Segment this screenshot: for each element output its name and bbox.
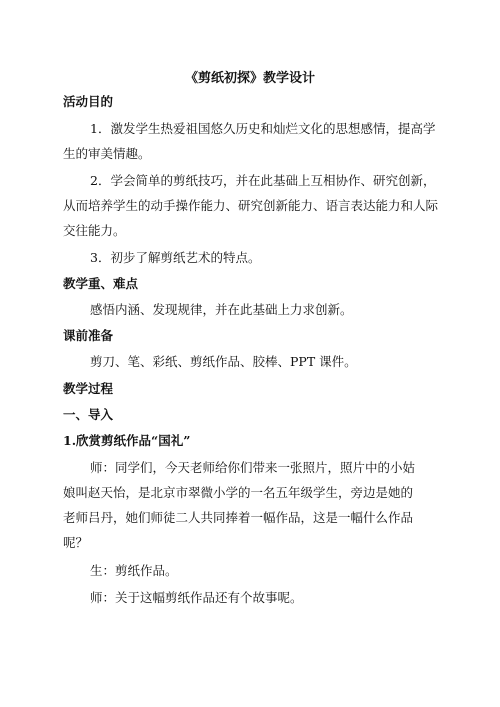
teacher-1-line-4: 呢？	[63, 535, 89, 550]
section-heading-process: 教学过程	[63, 381, 114, 396]
goal-2-line-3: 交往能力。	[63, 223, 126, 238]
section-heading-key-points: 教学重、难点	[63, 276, 139, 291]
section-heading-goal: 活动目的	[63, 94, 114, 109]
goal-1-line-2: 生的审美情趣。	[63, 146, 151, 161]
teacher-1-line-2: 娘叫赵天怡，是北京市翠微小学的一名五年级学生，旁边是她的	[63, 485, 414, 500]
preparation-text: 剪刀、笔、彩纸、剪纸作品、胶棒、PPT 课件。	[90, 354, 357, 369]
goal-2-line-2: 从而培养学生的动手操作能力、研究创新能力、语言表达能力和人际	[63, 198, 439, 213]
step-1-heading: 1.欣赏剪纸作品“国礼”	[63, 433, 191, 448]
goal-1-line-1: 1．激发学生热爱祖国悠久历史和灿烂文化的思想感情，提高学	[90, 121, 436, 136]
section-heading-preparation: 课前准备	[63, 328, 114, 343]
goal-2-line-1: 2．学会简单的剪纸技巧，并在此基础上互相协作、研究创新，	[90, 173, 436, 188]
document-title: 《剪纸初探》教学设计	[184, 71, 315, 86]
student-1: 生：剪纸作品。	[90, 563, 178, 578]
goal-3: 3．初步了解剪纸艺术的特点。	[90, 250, 261, 265]
teacher-2: 师：关于这幅剪纸作品还有个故事呢。	[90, 590, 303, 605]
key-points-text: 感悟内涵、发现规律，并在此基础上力求创新。	[90, 302, 353, 317]
part-1-heading: 一、导入	[63, 407, 114, 422]
teacher-1-line-3: 老师吕丹，她们师徒二人共同捧着一幅作品，这是一幅什么作品	[63, 510, 414, 525]
teacher-1-line-1: 师：同学们，今天老师给你们带来一张照片，照片中的小姑	[90, 460, 416, 475]
